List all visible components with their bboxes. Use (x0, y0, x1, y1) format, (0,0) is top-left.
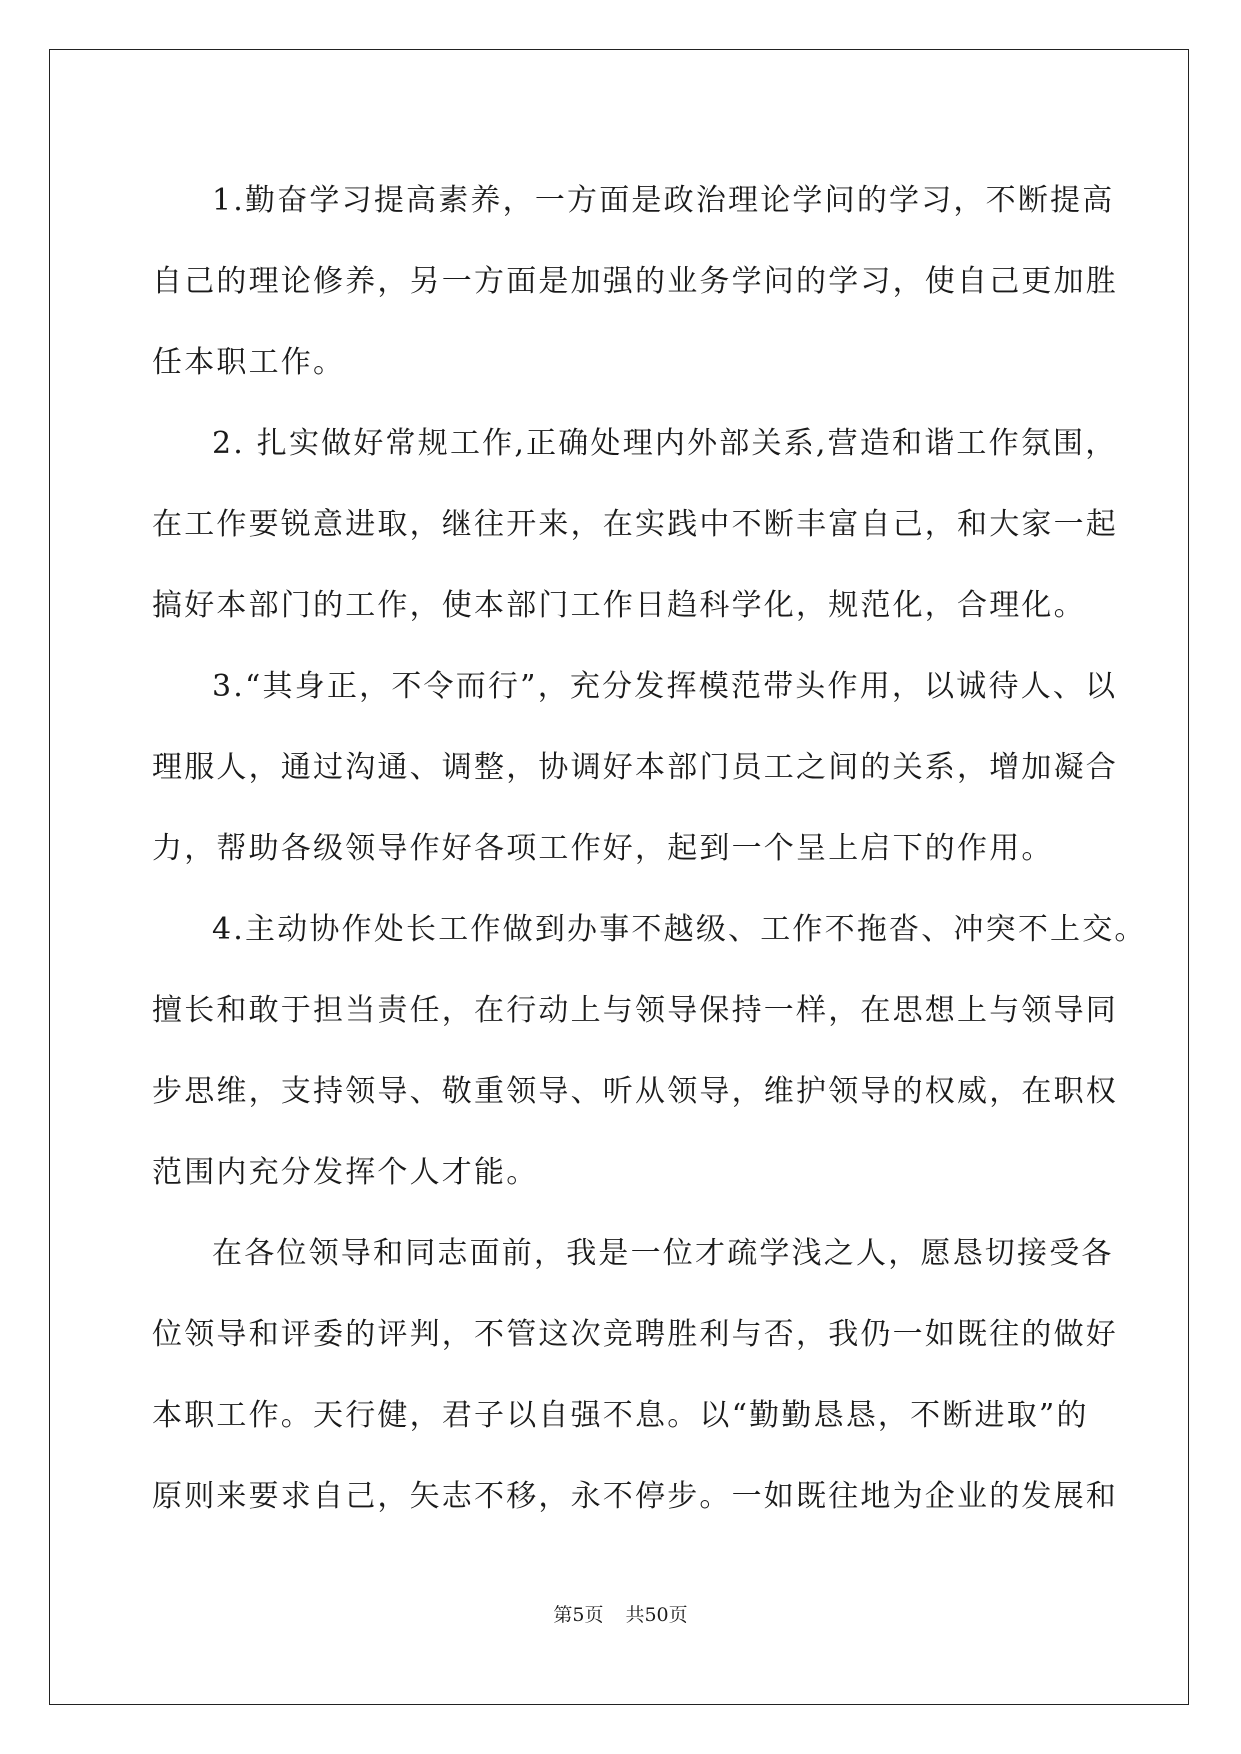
paragraph-line: 步思维，支持领导、敬重领导、听从领导，维护领导的权威，在职权 (152, 1074, 1118, 1109)
paragraph-line: 4.主动协作处长工作做到办事不越级、工作不拖沓、冲突不上交。 (212, 912, 1147, 947)
paragraph-line: 2. 扎实做好常规工作,正确处理内外部关系,营造和谐工作氛围， (212, 426, 1118, 461)
paragraph-line: 位领导和评委的评判，不管这次竞聘胜利与否，我仍一如既往的做好 (152, 1317, 1118, 1352)
paragraph-line: 原则来要求自己，矢志不移，永不停步。一如既往地为企业的发展和 (152, 1479, 1118, 1514)
paragraph-line: 1.勤奋学习提高素养，一方面是政治理论学问的学习，不断提高 (212, 183, 1115, 218)
document-body (152, 160, 1147, 1537)
paragraph-line: 自己的理论修养，另一方面是加强的业务学问的学习，使自己更加胜 (152, 264, 1118, 299)
paragraph-line: 理服人，通过沟通、调整，协调好本部门员工之间的关系，增加凝合 (152, 750, 1118, 785)
paragraph-line: 3.“其身正，不令而行”，充分发挥模范带头作用，以诚待人、以 (212, 669, 1118, 704)
paragraph-line: 力，帮助各级领导作好各项工作好，起到一个呈上启下的作用。 (152, 831, 1054, 866)
paragraph-line: 任本职工作。 (152, 345, 346, 380)
paragraph-line: 在各位领导和同志面前，我是一位才疏学浅之人，愿恳切接受各 (212, 1236, 1114, 1271)
paragraph-line: 在工作要锐意进取，继往开来，在实践中不断丰富自己，和大家一起 (152, 507, 1118, 542)
paragraph-line: 擅长和敢于担当责任，在行动上与领导保持一样，在思想上与领导同 (152, 993, 1118, 1028)
page-number: 第5页 (553, 1604, 604, 1626)
paragraph-line: 本职工作。天行健，君子以自强不息。以“勤勤恳恳，不断进取”的 (152, 1398, 1089, 1433)
page-total: 共50页 (625, 1604, 688, 1626)
paragraph-line: 搞好本部门的工作，使本部门工作日趋科学化，规范化，合理化。 (152, 588, 1086, 623)
paragraph-line: 范围内充分发挥个人才能。 (152, 1155, 539, 1190)
page-footer (0, 1600, 1241, 1627)
